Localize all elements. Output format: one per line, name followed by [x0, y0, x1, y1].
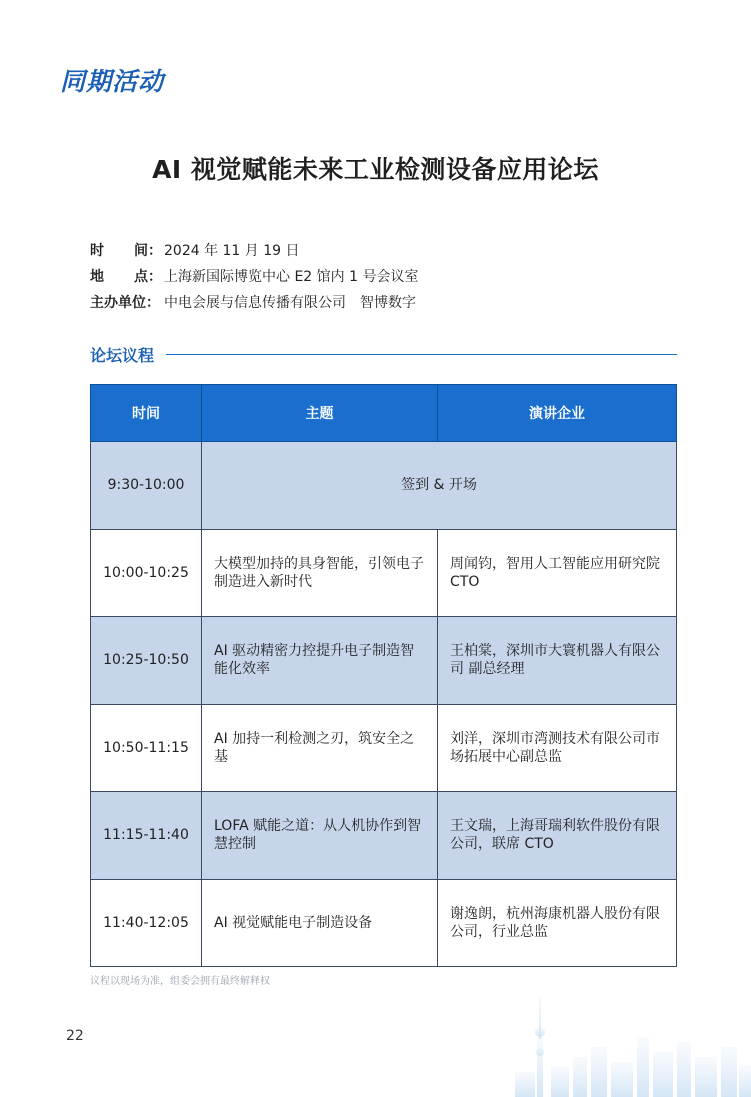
table-header-row: [91, 385, 677, 442]
row-speaker: 王文瑞，上海哥瑞利软件股份有限公司，联席 CTO: [438, 792, 677, 880]
info-row-organizer: [90, 290, 418, 316]
row-topic: AI 加持一利检测之刃，筑安全之基: [202, 704, 438, 792]
header-speaker: 演讲企业: [438, 385, 677, 442]
brand-logo-text: 同期活动: [60, 67, 165, 96]
table-row: [91, 529, 677, 617]
row-speaker: 王柏棠，深圳市大寰机器人有限公司 副总经理: [438, 617, 677, 705]
row-speaker: 周闻钧，智用人工智能应用研究院 CTO: [438, 529, 677, 617]
footnote: 议程以现场为准，组委会拥有最终解释权: [90, 976, 270, 987]
header-topic: 主题: [202, 385, 438, 442]
info-row-location: [90, 264, 418, 290]
row-merged-topic: 签到 & 开场: [202, 442, 677, 530]
page-number: 22: [66, 1028, 84, 1044]
row-topic: 大模型加持的具身智能，引领电子制造进入新时代: [202, 529, 438, 617]
row-time: 9:30-10:00: [91, 442, 202, 530]
city-skyline-decoration: [511, 977, 751, 1097]
row-time: 11:15-11:40: [91, 792, 202, 880]
table-row: [91, 617, 677, 705]
info-value-time: 2024 年 11 月 19 日: [164, 243, 300, 259]
section-header: [90, 343, 677, 366]
table-row: [91, 792, 677, 880]
info-label-organizer: 主办单位：: [90, 295, 160, 311]
info-value-organizer: 中电会展与信息传播有限公司 智博数字: [164, 295, 416, 311]
row-time: 11:40-12:05: [91, 879, 202, 967]
info-value-location: 上海新国际博览中心 E2 馆内 1 号会议室: [164, 269, 419, 285]
info-label-location: 地 点：: [90, 269, 162, 285]
row-topic: AI 视觉赋能电子制造设备: [202, 879, 438, 967]
row-topic: AI 驱动精密力控提升电子制造智能化效率: [202, 617, 438, 705]
header-time: 时间: [91, 385, 202, 442]
row-speaker: 刘洋，深圳市湾测技术有限公司市场拓展中心副总监: [438, 704, 677, 792]
page-title: AI 视觉赋能未来工业检测设备应用论坛: [152, 155, 599, 184]
row-time: 10:00-10:25: [91, 529, 202, 617]
row-speaker: 谢逸朗，杭州海康机器人股份有限公司，行业总监: [438, 879, 677, 967]
row-topic: LOFA 赋能之道：从人机协作到智慧控制: [202, 792, 438, 880]
info-row-time: [90, 238, 418, 264]
row-time: 10:25-10:50: [91, 617, 202, 705]
table-row: [91, 879, 677, 967]
section-divider: [166, 354, 677, 355]
section-title: 论坛议程: [90, 346, 155, 365]
table-row: [91, 442, 677, 530]
info-label-time: 时 间：: [90, 243, 162, 259]
row-time: 10:50-11:15: [91, 704, 202, 792]
agenda-table: [90, 384, 677, 967]
event-info: [90, 238, 418, 316]
table-row: [91, 704, 677, 792]
